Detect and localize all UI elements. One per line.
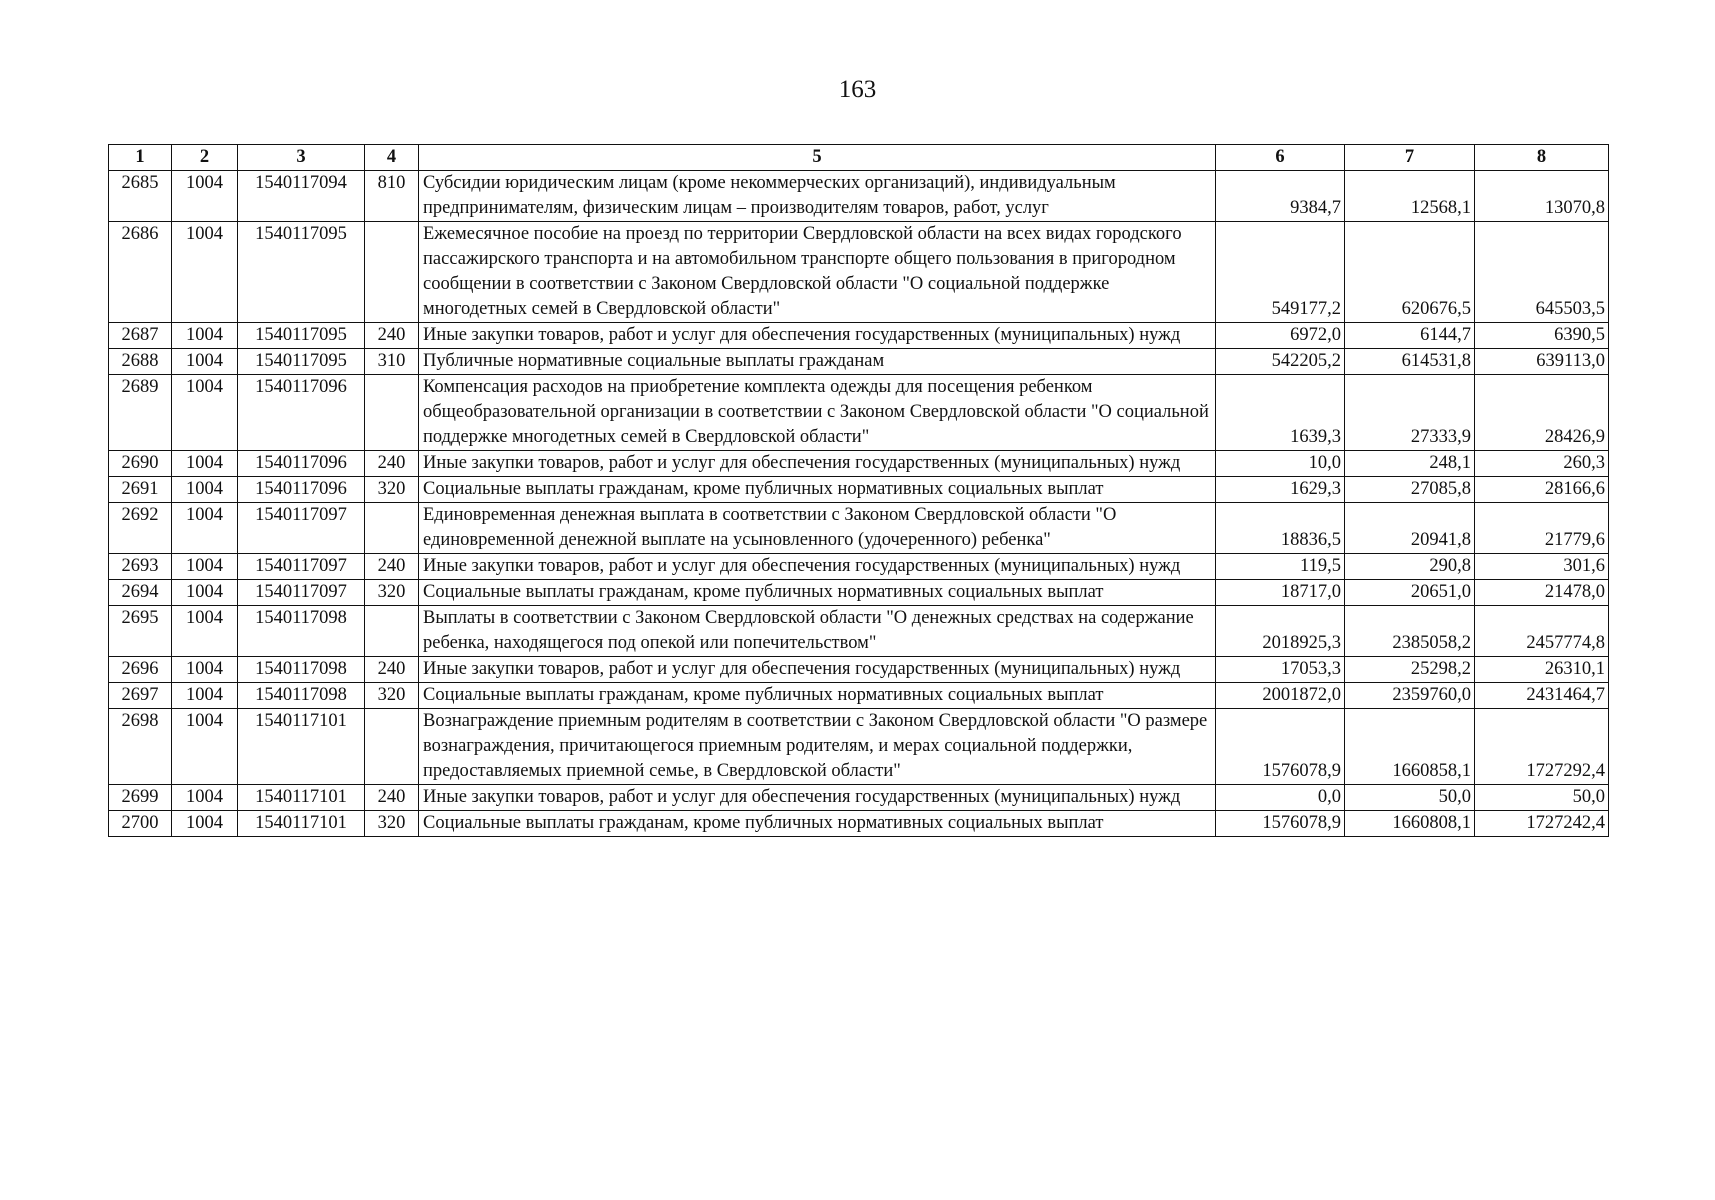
amount-col-8: 1727242,4 (1475, 811, 1609, 837)
section-code: 1004 (172, 349, 238, 375)
row-number: 2696 (109, 657, 172, 683)
column-header: 3 (238, 145, 365, 171)
amount-col-7: 50,0 (1345, 785, 1475, 811)
amount-col-8: 260,3 (1475, 451, 1609, 477)
target-item-code: 1540117098 (238, 683, 365, 709)
item-name: Ежемесячное пособие на проезд по территории Свердловской области на всех видах городского пассажирского транспорта и на автомобильном транспорте общего пользования в пригородном сообщении в соответствии с Законом Свердловской области "О социальной поддержке многодетных семей в Свердловской области" (419, 222, 1216, 323)
expense-type-code: 320 (365, 683, 419, 709)
amount-col-8: 21478,0 (1475, 580, 1609, 606)
row-number: 2693 (109, 554, 172, 580)
section-code: 1004 (172, 683, 238, 709)
amount-col-6: 1629,3 (1216, 477, 1345, 503)
expense-type-code: 240 (365, 554, 419, 580)
amount-col-8: 28426,9 (1475, 375, 1609, 451)
target-item-code: 1540117095 (238, 222, 365, 323)
item-name: Публичные нормативные социальные выплаты гражданам (419, 349, 1216, 375)
amount-col-7: 1660858,1 (1345, 709, 1475, 785)
column-header: 5 (419, 145, 1216, 171)
item-name: Социальные выплаты гражданам, кроме публичных нормативных социальных выплат (419, 811, 1216, 837)
expense-type-code (365, 375, 419, 451)
amount-col-7: 248,1 (1345, 451, 1475, 477)
table-row (109, 323, 1609, 349)
section-code: 1004 (172, 375, 238, 451)
expense-type-code (365, 606, 419, 657)
target-item-code: 1540117098 (238, 606, 365, 657)
target-item-code: 1540117097 (238, 503, 365, 554)
item-name: Иные закупки товаров, работ и услуг для обеспечения государственных (муниципальных) нужд (419, 554, 1216, 580)
column-header: 8 (1475, 145, 1609, 171)
amount-col-6: 18717,0 (1216, 580, 1345, 606)
expense-type-code: 320 (365, 580, 419, 606)
item-name: Социальные выплаты гражданам, кроме публичных нормативных социальных выплат (419, 683, 1216, 709)
amount-col-8: 2431464,7 (1475, 683, 1609, 709)
amount-col-8: 639113,0 (1475, 349, 1609, 375)
target-item-code: 1540117096 (238, 451, 365, 477)
row-number: 2695 (109, 606, 172, 657)
amount-col-7: 1660808,1 (1345, 811, 1475, 837)
section-code: 1004 (172, 503, 238, 554)
amount-col-7: 6144,7 (1345, 323, 1475, 349)
section-code: 1004 (172, 451, 238, 477)
amount-col-6: 1639,3 (1216, 375, 1345, 451)
table-row (109, 503, 1609, 554)
table-row (109, 606, 1609, 657)
table-row (109, 451, 1609, 477)
row-number: 2694 (109, 580, 172, 606)
table-row (109, 222, 1609, 323)
expense-type-code (365, 709, 419, 785)
item-name: Социальные выплаты гражданам, кроме публичных нормативных социальных выплат (419, 580, 1216, 606)
amount-col-7: 20651,0 (1345, 580, 1475, 606)
expense-type-code: 240 (365, 323, 419, 349)
amount-col-8: 21779,6 (1475, 503, 1609, 554)
section-code: 1004 (172, 323, 238, 349)
table-row (109, 477, 1609, 503)
table-row (109, 811, 1609, 837)
amount-col-7: 27333,9 (1345, 375, 1475, 451)
amount-col-6: 10,0 (1216, 451, 1345, 477)
item-name: Вознаграждение приемным родителям в соответствии с Законом Свердловской области "О размере вознаграждения, причитающегося приемным родителям, и мерах социальной поддержки, предоставляемых приемной семье, в Свердловской области" (419, 709, 1216, 785)
target-item-code: 1540117101 (238, 785, 365, 811)
section-code: 1004 (172, 171, 238, 222)
section-code: 1004 (172, 222, 238, 323)
expense-type-code: 240 (365, 451, 419, 477)
amount-col-7: 2385058,2 (1345, 606, 1475, 657)
item-name: Иные закупки товаров, работ и услуг для обеспечения государственных (муниципальных) нужд (419, 657, 1216, 683)
amount-col-8: 301,6 (1475, 554, 1609, 580)
amount-col-6: 549177,2 (1216, 222, 1345, 323)
amount-col-8: 645503,5 (1475, 222, 1609, 323)
table-row (109, 709, 1609, 785)
page-number: 163 (838, 76, 877, 103)
table-row (109, 785, 1609, 811)
amount-col-6: 2001872,0 (1216, 683, 1345, 709)
row-number: 2689 (109, 375, 172, 451)
amount-col-8: 1727292,4 (1475, 709, 1609, 785)
row-number: 2699 (109, 785, 172, 811)
target-item-code: 1540117097 (238, 554, 365, 580)
column-header: 7 (1345, 145, 1475, 171)
section-code: 1004 (172, 785, 238, 811)
row-number: 2687 (109, 323, 172, 349)
amount-col-6: 542205,2 (1216, 349, 1345, 375)
section-code: 1004 (172, 580, 238, 606)
amount-col-6: 119,5 (1216, 554, 1345, 580)
row-number: 2697 (109, 683, 172, 709)
expense-type-code: 320 (365, 477, 419, 503)
table-row (109, 554, 1609, 580)
amount-col-8: 13070,8 (1475, 171, 1609, 222)
row-number: 2688 (109, 349, 172, 375)
amount-col-7: 620676,5 (1345, 222, 1475, 323)
section-code: 1004 (172, 606, 238, 657)
target-item-code: 1540117097 (238, 580, 365, 606)
item-name: Субсидии юридическим лицам (кроме некоммерческих организаций), индивидуальным предпринимателям, физическим лицам – производителям товаров, работ, услуг (419, 171, 1216, 222)
amount-col-6: 0,0 (1216, 785, 1345, 811)
expense-type-code: 240 (365, 657, 419, 683)
target-item-code: 1540117094 (238, 171, 365, 222)
column-header: 1 (109, 145, 172, 171)
amount-col-6: 18836,5 (1216, 503, 1345, 554)
target-item-code: 1540117095 (238, 323, 365, 349)
amount-col-6: 17053,3 (1216, 657, 1345, 683)
row-number: 2700 (109, 811, 172, 837)
column-header: 6 (1216, 145, 1345, 171)
row-number: 2692 (109, 503, 172, 554)
row-number: 2691 (109, 477, 172, 503)
expense-type-code: 310 (365, 349, 419, 375)
amount-col-7: 12568,1 (1345, 171, 1475, 222)
amount-col-6: 2018925,3 (1216, 606, 1345, 657)
target-item-code: 1540117101 (238, 811, 365, 837)
row-number: 2690 (109, 451, 172, 477)
amount-col-7: 27085,8 (1345, 477, 1475, 503)
section-code: 1004 (172, 554, 238, 580)
item-name: Иные закупки товаров, работ и услуг для обеспечения государственных (муниципальных) нужд (419, 785, 1216, 811)
amount-col-7: 20941,8 (1345, 503, 1475, 554)
amount-col-6: 1576078,9 (1216, 709, 1345, 785)
amount-col-8: 28166,6 (1475, 477, 1609, 503)
table-header-row (109, 145, 1609, 171)
amount-col-7: 614531,8 (1345, 349, 1475, 375)
amount-col-6: 9384,7 (1216, 171, 1345, 222)
item-name: Компенсация расходов на приобретение комплекта одежды для посещения ребенком общеобразовательной организации в соответствии с Законом Свердловской области "О социальной поддержке многодетных семей в Свердловской области" (419, 375, 1216, 451)
item-name: Социальные выплаты гражданам, кроме публичных нормативных социальных выплат (419, 477, 1216, 503)
amount-col-7: 25298,2 (1345, 657, 1475, 683)
target-item-code: 1540117096 (238, 477, 365, 503)
item-name: Выплаты в соответствии с Законом Свердловской области "О денежных средствах на содержание ребенка, находящегося под опекой или попечительством" (419, 606, 1216, 657)
table-row (109, 349, 1609, 375)
amount-col-8: 50,0 (1475, 785, 1609, 811)
row-number: 2686 (109, 222, 172, 323)
table-row (109, 580, 1609, 606)
section-code: 1004 (172, 811, 238, 837)
row-number: 2698 (109, 709, 172, 785)
amount-col-8: 2457774,8 (1475, 606, 1609, 657)
budget-table (108, 144, 1609, 837)
item-name: Иные закупки товаров, работ и услуг для обеспечения государственных (муниципальных) нужд (419, 323, 1216, 349)
amount-col-6: 6972,0 (1216, 323, 1345, 349)
section-code: 1004 (172, 477, 238, 503)
amount-col-7: 2359760,0 (1345, 683, 1475, 709)
expense-type-code: 320 (365, 811, 419, 837)
amount-col-7: 290,8 (1345, 554, 1475, 580)
column-header: 4 (365, 145, 419, 171)
target-item-code: 1540117095 (238, 349, 365, 375)
table-row (109, 657, 1609, 683)
section-code: 1004 (172, 709, 238, 785)
target-item-code: 1540117098 (238, 657, 365, 683)
table-row (109, 375, 1609, 451)
amount-col-8: 26310,1 (1475, 657, 1609, 683)
expense-type-code: 810 (365, 171, 419, 222)
item-name: Иные закупки товаров, работ и услуг для обеспечения государственных (муниципальных) нужд (419, 451, 1216, 477)
expense-type-code: 240 (365, 785, 419, 811)
table-row (109, 683, 1609, 709)
column-header: 2 (172, 145, 238, 171)
amount-col-6: 1576078,9 (1216, 811, 1345, 837)
expense-type-code (365, 503, 419, 554)
item-name: Единовременная денежная выплата в соответствии с Законом Свердловской области "О единовременной денежной выплате на усыновленного (удочеренного) ребенка" (419, 503, 1216, 554)
expense-type-code (365, 222, 419, 323)
table-row (109, 171, 1609, 222)
amount-col-8: 6390,5 (1475, 323, 1609, 349)
row-number: 2685 (109, 171, 172, 222)
section-code: 1004 (172, 657, 238, 683)
target-item-code: 1540117101 (238, 709, 365, 785)
target-item-code: 1540117096 (238, 375, 365, 451)
